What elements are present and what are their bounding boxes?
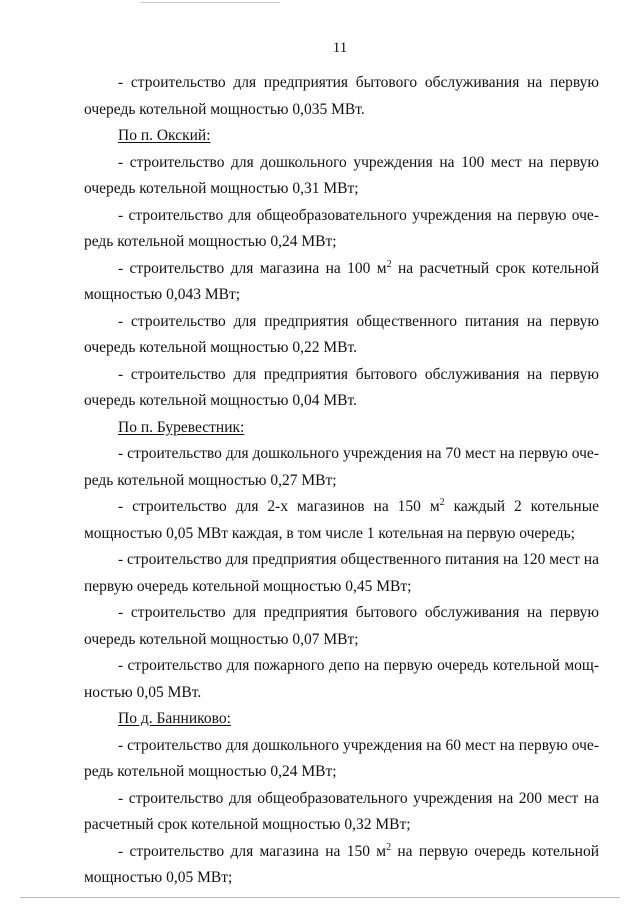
section-heading: По п. Буревестник:	[118, 418, 245, 436]
section-heading: По д. Банниково:	[118, 710, 231, 727]
paragraph	[84, 839, 599, 892]
paragraph-text: - строительство для предприятия бытового обслуживания на первую очередь котельной мощностью 0,04 МВт.	[84, 365, 599, 409]
paragraph	[84, 733, 599, 786]
paragraph-text: - строительство для предприятия общественного питания на первую очередь котельной мощностью 0,22 МВт.	[84, 312, 599, 356]
paragraph-text: - строительство для дошкольного учреждения на 60 мест на первую очередь котельной мощностью 0,24 МВт;	[84, 736, 599, 780]
paragraph-text: - строительство для предприятия общественного питания на 120 мест на первую очередь котельной мощностью 0,45 МВт;	[84, 551, 599, 595]
paragraph	[84, 150, 599, 203]
paragraph-text: - строительство для предприятия бытового обслуживания на первую очередь котельной мощностью 0,035 МВт.	[84, 74, 599, 118]
paragraph	[84, 256, 599, 309]
paragraph-text: - строительство для дошкольного учреждения на 100 мест на первую очередь котельной мощностью 0,31 МВт;	[84, 153, 599, 197]
paragraph-text: на первую очередь котельной мощностью 0,05 МВт;	[84, 842, 599, 886]
paragraph	[84, 203, 599, 256]
page-number: 11	[332, 40, 348, 56]
paragraph	[84, 653, 599, 706]
paragraph	[84, 362, 599, 415]
paragraph-text: - строительство для пожарного депо на первую очередь котельной мощностью 0,05 МВт.	[84, 657, 599, 701]
paragraph	[84, 494, 599, 547]
paragraph-text: - строительство для 2-х магазинов на 150 м	[118, 498, 440, 515]
paragraph	[84, 441, 599, 494]
paragraph-text: на расчетный срок котельной мощностью 0,043 МВт;	[84, 259, 599, 303]
paragraph-text: - строительство для магазина на 100 м	[118, 259, 387, 277]
paragraph	[84, 309, 599, 362]
superscript: 2	[386, 258, 392, 270]
superscript: 2	[386, 841, 392, 853]
paragraph-text: - строительство для общеобразовательного учреждения на первую очередь котельной мощностью 0,24 МВт;	[84, 206, 599, 250]
page-body	[84, 70, 599, 892]
paragraph	[84, 547, 599, 600]
paragraph-text: - строительство для дошкольного учреждения на 70 мест на первую очередь котельной мощностью 0,27 МВт;	[84, 445, 599, 489]
paragraph	[84, 70, 599, 123]
paragraph-text: - строительство для общеобразовательного учреждения на 200 мест на расчетный срок котельной мощностью 0,32 МВт;	[84, 789, 599, 833]
scan-bottom-edge	[20, 897, 620, 898]
superscript: 2	[439, 497, 445, 508]
paragraph-text: - строительство для предприятия бытового обслуживания на первую очередь котельной мощностью 0,07 МВт;	[84, 604, 599, 648]
paragraph-text: - строительство для магазина на 150 м	[118, 842, 387, 860]
paragraph	[84, 600, 599, 653]
paragraph-text: каждый 2 котельные мощностью 0,05 МВт каждая, в том числе 1 котельная на первую очередь;	[84, 498, 599, 542]
scan-top-edge	[140, 2, 280, 3]
section-heading: По п. Окский:	[118, 127, 211, 144]
paragraph	[84, 786, 599, 839]
